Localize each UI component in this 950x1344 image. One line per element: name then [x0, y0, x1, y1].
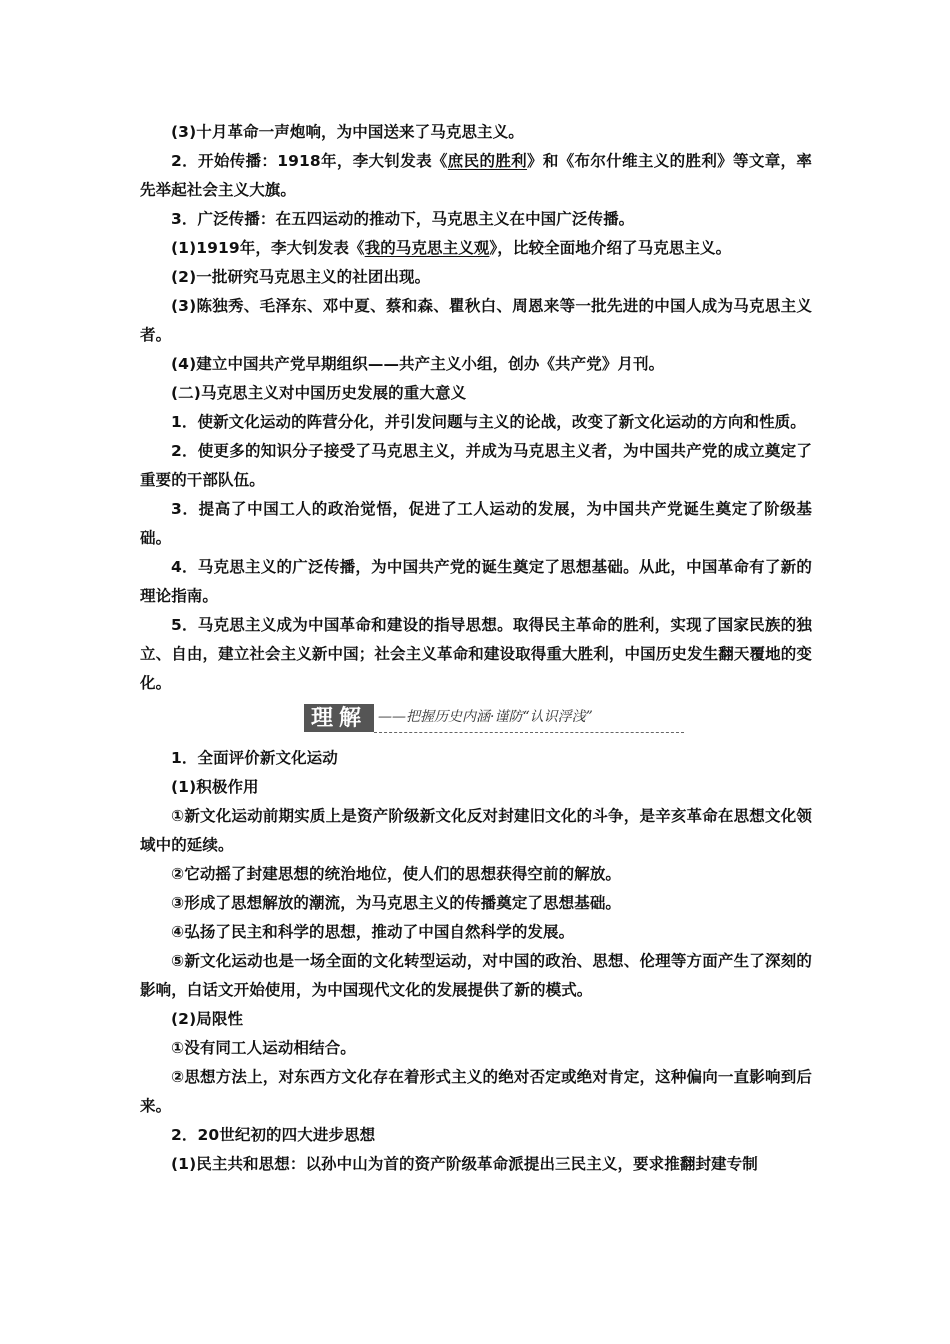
- paragraph: ①没有同工人运动相结合。: [171, 1039, 356, 1057]
- document-body: [140, 118, 812, 1179]
- paragraph: (4)建立中国共产党早期组织——共产主义小组，创办《共产党》月刊。: [171, 355, 665, 373]
- text-run: 》和《布尔什维主义的胜利》等文章，率先举起社会主义大旗。: [140, 152, 812, 199]
- banner-subtitle: ——把握历史内涵·谨防“认识浮浅”: [378, 709, 593, 725]
- item-heading: 2．开始传播：: [171, 152, 278, 170]
- paragraph: 4．马克思主义的广泛传播，为中国共产党的诞生奠定了思想基础。从此，中国革命有了新的理论指南。: [140, 558, 812, 605]
- section-banner: [140, 702, 812, 738]
- underlined-title: 庶民的胜利: [447, 152, 528, 170]
- paragraph: 1．使新文化运动的阵营分化，并引发问题与主义的论战，改变了新文化运动的方向和性质。: [171, 413, 806, 431]
- underlined-title: 我的马克思主义观: [364, 239, 490, 257]
- section-heading: (二)马克思主义对中国历史发展的重大意义: [171, 384, 467, 402]
- paragraph: 5．马克思主义成为中国革命和建设的指导思想。取得民主革命的胜利，实现了国家民族的独立、自由，建立社会主义新中国；社会主义革命和建设取得重大胜利，中国历史发生翻天覆地的变化。: [140, 616, 812, 692]
- paragraph: 3．提高了中国工人的政治觉悟，促进了工人运动的发展，为中国共产党诞生奠定了阶级基础。: [140, 500, 812, 547]
- text-run: (1)1919年，李大钊发表《: [171, 239, 365, 257]
- paragraph: ②思想方法上，对东西方文化存在着形式主义的绝对否定或绝对肯定，这种偏向一直影响到后来。: [140, 1068, 812, 1115]
- paragraph: ②它动摇了封建思想的统治地位，使人们的思想获得空前的解放。: [171, 865, 622, 883]
- paragraph: (3)陈独秀、毛泽东、邓中夏、蔡和森、瞿秋白、周恩来等一批先进的中国人成为马克思主义者。: [140, 297, 812, 344]
- paragraph: ③形成了思想解放的潮流，为马克思主义的传播奠定了思想基础。: [171, 894, 622, 912]
- text-run: 》，比较全面地介绍了马克思主义。: [489, 239, 732, 257]
- paragraph: [140, 234, 812, 263]
- paragraph: (3)十月革命一声炮响，为中国送来了马克思主义。: [171, 123, 524, 141]
- paragraph: [140, 147, 812, 205]
- subsection-heading: (2)局限性: [171, 1010, 244, 1028]
- paragraph: 1．全面评价新文化运动: [171, 749, 338, 767]
- paragraph: ①新文化运动前期实质上是资产阶级新文化反对封建旧文化的斗争，是辛亥革命在思想文化领域中的延续。: [140, 807, 812, 854]
- text-run: 1918年，李大钊发表《: [277, 152, 448, 170]
- banner-divider: [374, 732, 684, 733]
- banner-title: 理解: [304, 704, 374, 732]
- paragraph: (2)一批研究马克思主义的社团出现。: [171, 268, 431, 286]
- paragraph: (1)民主共和思想：以孙中山为首的资产阶级革命派提出三民主义，要求推翻封建专制: [171, 1155, 758, 1173]
- section-heading: 2．20世纪初的四大进步思想: [171, 1126, 376, 1144]
- paragraph: 3．广泛传播：在五四运动的推动下，马克思主义在中国广泛传播。: [171, 210, 635, 228]
- paragraph: ④弘扬了民主和科学的思想，推动了中国自然科学的发展。: [171, 923, 575, 941]
- paragraph: 2．使更多的知识分子接受了马克思主义，并成为马克思主义者，为中国共产党的成立奠定了重要的干部队伍。: [140, 442, 812, 489]
- subsection-heading: (1)积极作用: [171, 778, 259, 796]
- paragraph: ⑤新文化运动也是一场全面的文化转型运动，对中国的政治、思想、伦理等方面产生了深刻的影响，白话文开始使用，为中国现代文化的发展提供了新的模式。: [140, 952, 812, 999]
